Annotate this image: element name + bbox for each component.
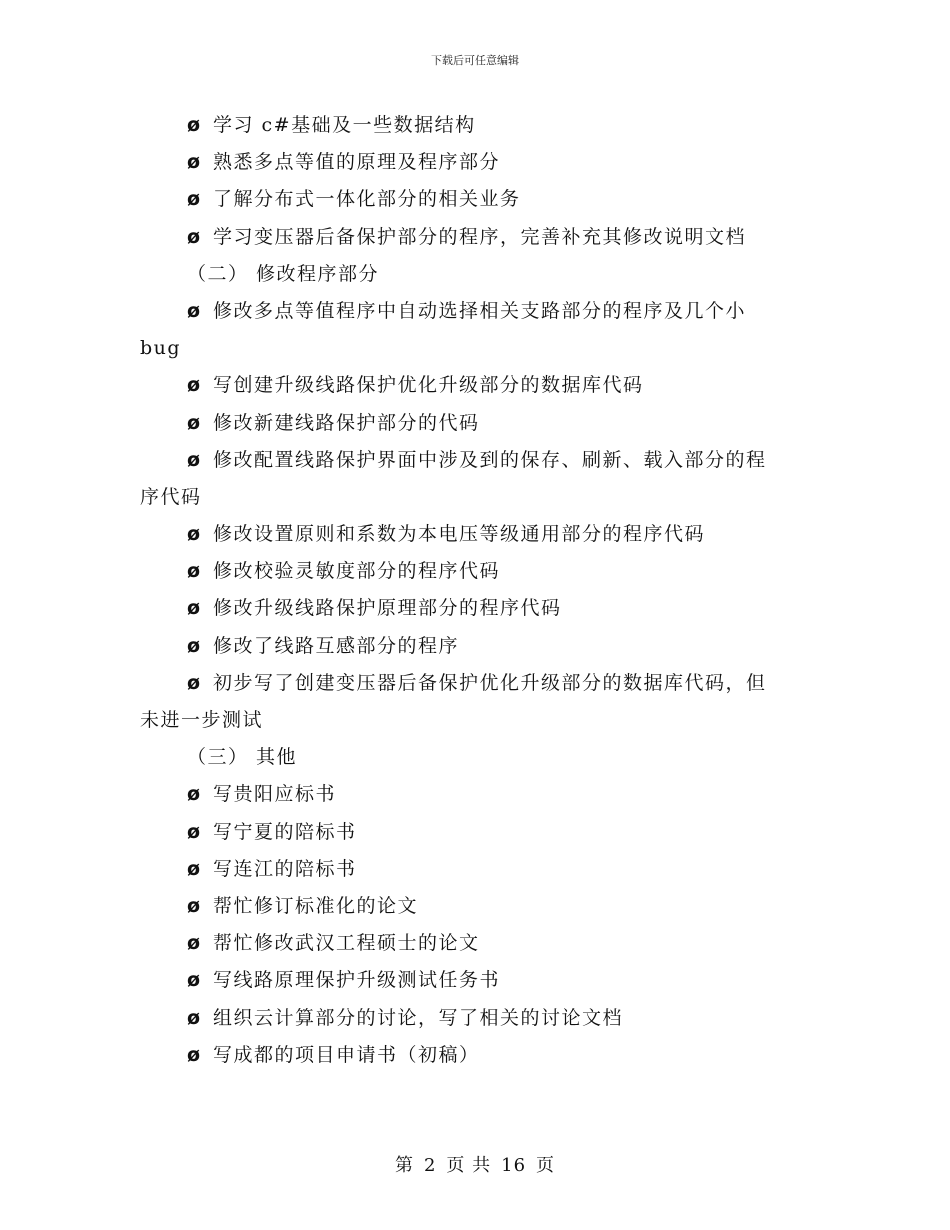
bullet-icon: ø: [187, 597, 202, 620]
bullet-icon: ø: [187, 448, 202, 471]
bullet-item: [140, 590, 810, 627]
bullet-icon: ø: [187, 299, 202, 322]
bullet-item-text: 修改升级线路保护原理部分的程序代码: [213, 597, 562, 620]
bullet-icon: ø: [187, 671, 202, 694]
bullet-item: [140, 851, 810, 888]
bullet-item-text: 熟悉多点等值的原理及程序部分: [213, 151, 501, 174]
bullet-icon: ø: [187, 894, 202, 917]
bullet-item: [140, 516, 810, 553]
bullet-item: [140, 181, 810, 218]
bullet-item-text: 修改设置原则和系数为本电压等级通用部分的程序代码: [213, 523, 706, 546]
bullet-item: [140, 367, 810, 404]
bullet-item: [140, 776, 810, 813]
bullet-icon: ø: [187, 188, 202, 211]
bullet-item-text: 写贵阳应标书: [213, 783, 337, 806]
bullet-icon: ø: [187, 969, 202, 992]
bullet-item-text: 写成都的项目申请书（初稿）: [213, 1043, 480, 1066]
bullet-item-text: 修改新建线路保护部分的代码: [213, 411, 480, 434]
bullet-item-text: 帮忙修订标准化的论文: [213, 894, 419, 917]
bullet-icon: ø: [187, 634, 202, 657]
bullet-item-text: 修改多点等值程序中自动选择相关支路部分的程序及几个小: [213, 299, 747, 322]
bullet-item: [140, 442, 810, 479]
page-footer: [0, 1154, 950, 1178]
bullet-icon: ø: [187, 225, 202, 248]
page-header: 下载后可任意编辑: [431, 54, 519, 67]
bullet-icon: ø: [187, 374, 202, 397]
footer-suffix: 页: [536, 1155, 556, 1176]
bullet-item: [140, 219, 810, 256]
bullet-item-text: 帮忙修改武汉工程硕士的论文: [213, 932, 480, 955]
section-heading-3: （三） 其他: [187, 746, 298, 769]
bullet-item-text: 了解分布式一体化部分的相关业务: [213, 188, 521, 211]
bullet-item-continuation: 序代码: [140, 485, 202, 508]
bullet-item: [140, 925, 810, 962]
bullet-icon: ø: [187, 151, 202, 174]
bullet-icon: ø: [187, 857, 202, 880]
bullet-item-continuation: 未进一步测试: [140, 709, 264, 731]
bullet-icon: ø: [187, 1006, 202, 1029]
bullet-item-text: 组织云计算部分的讨论，写了相关的讨论文档: [213, 1006, 624, 1029]
bullet-item-text: 写创建升级线路保护优化升级部分的数据库代码: [213, 374, 644, 397]
bullet-item: [140, 107, 810, 144]
bullet-icon: ø: [187, 560, 202, 583]
bullet-item-text: 写连江的陪标书: [213, 857, 357, 880]
bullet-item: [140, 1000, 810, 1037]
bullet-icon: ø: [187, 932, 202, 955]
bullet-icon: ø: [187, 1043, 202, 1066]
bullet-icon: ø: [187, 114, 202, 136]
bullet-item-text: 修改配置线路保护界面中涉及到的保存、刷新、载入部分的程: [213, 448, 767, 471]
bullet-item-continuation: bug: [140, 337, 182, 360]
bullet-item-text: 学习 c#基础及一些数据结构: [213, 114, 476, 136]
bullet-item: [140, 628, 810, 665]
bullet-item: [140, 814, 810, 851]
bullet-item-text: 修改了线路互感部分的程序: [213, 634, 460, 657]
bullet-item-text: 写线路原理保护升级测试任务书: [213, 969, 501, 992]
bullet-item-text: 初步写了创建变压器后备保护优化升级部分的数据库代码，但: [213, 671, 767, 694]
bullet-item: [140, 144, 810, 181]
bullet-item-text: 学习变压器后备保护部分的程序，完善补充其修改说明文档: [213, 225, 747, 248]
section-heading-2: （二） 修改程序部分: [187, 262, 380, 285]
bullet-icon: ø: [187, 783, 202, 806]
bullet-icon: ø: [187, 411, 202, 434]
bullet-icon: ø: [187, 820, 202, 843]
bullet-item: [140, 405, 810, 442]
footer-middle: 页 共: [446, 1155, 492, 1176]
bullet-item: [140, 1037, 810, 1074]
bullet-item: [140, 293, 810, 330]
bullet-item-text: 修改校验灵敏度部分的程序代码: [213, 560, 501, 583]
document-body: [140, 107, 810, 1074]
footer-total-pages: 16: [501, 1155, 527, 1176]
bullet-item: [140, 553, 810, 590]
footer-prefix: 第: [394, 1155, 414, 1176]
bullet-icon: ø: [187, 523, 202, 546]
footer-page-number: 2: [423, 1155, 437, 1176]
bullet-item: [140, 665, 810, 702]
bullet-item: [140, 962, 810, 999]
bullet-item: [140, 888, 810, 925]
bullet-item-text: 写宁夏的陪标书: [213, 820, 357, 843]
